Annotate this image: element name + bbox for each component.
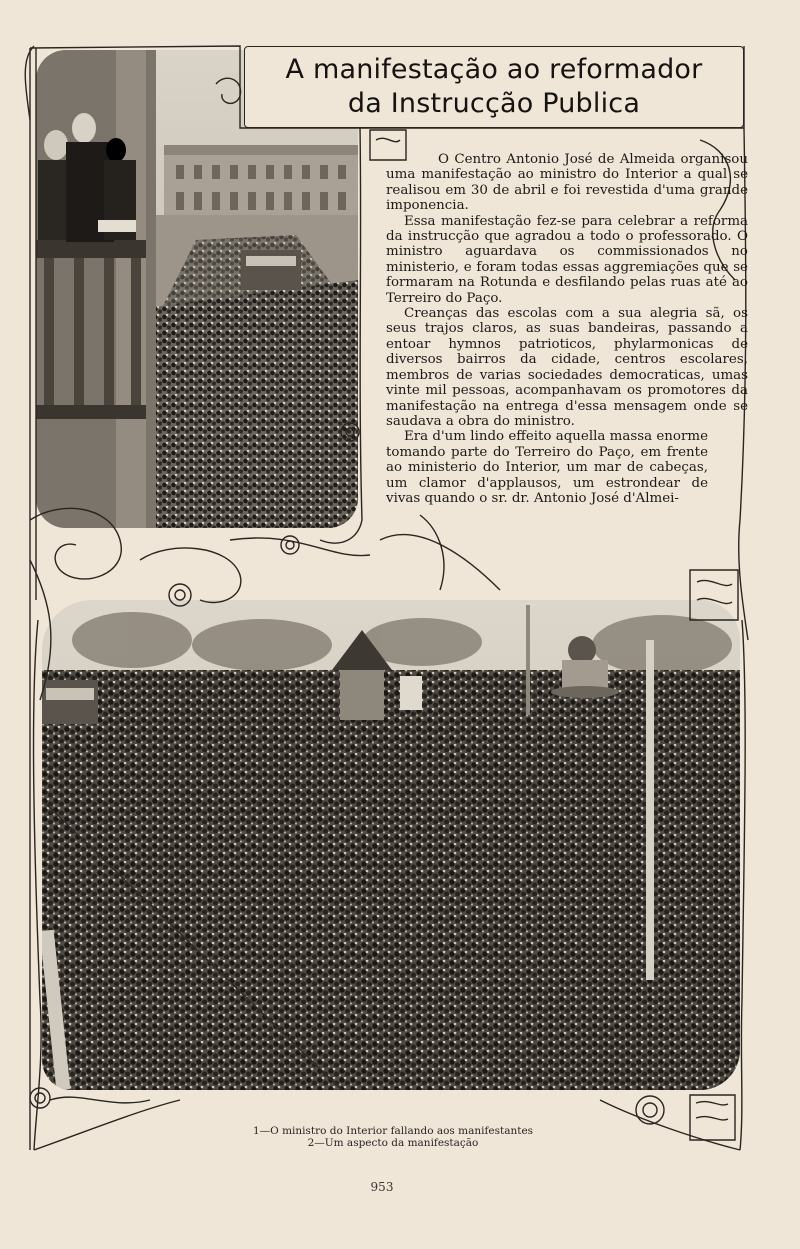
headline-line-2: da Instrucção Publica — [347, 88, 641, 119]
article-paragraph-3: Creanças das escolas com a sua alegria sã, os seus trajos claros, as suas bandeiras, passando a entoar hymnos patrioticos, phylarmonicas de diversos bairros da cidade, centros escolares, membros de varias sociedades democraticas, umas vinte mil pessoas, acompanhavam os promotores da manifestação na entrega d'essa mensagem onde se saudava a obra do ministro. — [386, 306, 748, 429]
article-body — [386, 152, 748, 506]
headline-line-1: A manifestação ao reformador — [285, 54, 703, 85]
article-paragraph-4: Era d'um lindo effeito aquella massa enorme tomando parte do Terreiro do Paço, em frente ao ministerio do Interior, um mar de cabeças, um clamor d'applausos, um estrondear de vivas quando o sr. dr. Antonio José d'Almei- — [386, 429, 708, 506]
photo-crowd-square — [42, 600, 740, 1090]
caption-line-1: 1—O ministro do Interior fallando aos manifestantes — [252, 1125, 534, 1137]
headline-box — [244, 46, 744, 128]
page-number: 953 — [370, 1180, 394, 1194]
caption-line-2: 2—Um aspecto da manifestação — [307, 1137, 479, 1149]
article-paragraph-1: O Centro Antonio José de Almeida organisou uma manifestação ao ministro do Interior a qual se realisou em 30 de abril e foi revestida d'uma grande imponencia. — [386, 152, 748, 214]
photo-captions — [200, 1125, 586, 1149]
article-paragraph-2: Essa manifestação fez-se para celebrar a reforma da instrucção que agradou a todo o professorado. O ministro aguardava os commissionados no ministerio, e foram todas essas aggremiações que se formaram na Rotunda e desfilando pelas ruas até ao Terreiro do Paço. — [386, 213, 748, 306]
photo-crowd-square-image — [42, 600, 740, 1090]
